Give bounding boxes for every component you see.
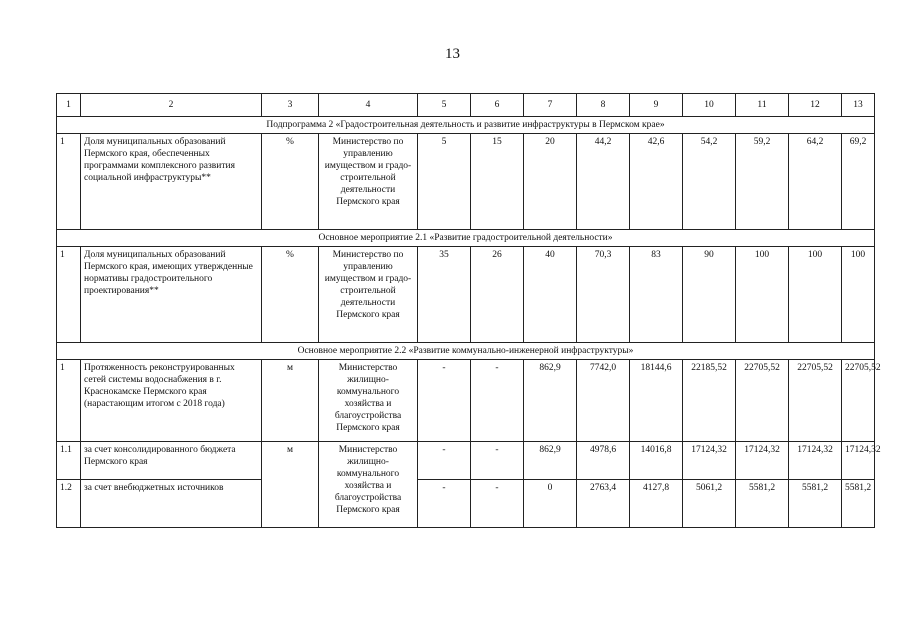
value-cell: - xyxy=(418,480,471,528)
value-cell: 14016,8 xyxy=(630,442,683,480)
value-cell: 5 xyxy=(418,134,471,230)
value-cell: 5581,2 xyxy=(842,480,875,528)
value-cell: 5581,2 xyxy=(789,480,842,528)
value-cell: 26 xyxy=(471,247,524,343)
column-number: 8 xyxy=(577,94,630,117)
table-row xyxy=(57,360,875,442)
page-number: 13 xyxy=(445,46,460,62)
column-number: 11 xyxy=(736,94,789,117)
value-cell: 5581,2 xyxy=(736,480,789,528)
value-cell: 5061,2 xyxy=(683,480,736,528)
value-cell: 22185,52 xyxy=(683,360,736,442)
value-cell: 90 xyxy=(683,247,736,343)
indicator-name: Протяженность реконструированных сетей системы водоснабжения в г. Краснокамске Пермского края (нарастающим итогом с 2018 года) xyxy=(81,360,262,442)
value-cell: 54,2 xyxy=(683,134,736,230)
column-number: 2 xyxy=(81,94,262,117)
indicator-name: Доля муниципальных образований Пермского края, имеющих утвержденные нормативы градостроительного проектирования** xyxy=(81,247,262,343)
column-number: 5 xyxy=(418,94,471,117)
event-row xyxy=(57,230,875,247)
indicators-table xyxy=(56,93,881,528)
value-cell: - xyxy=(418,360,471,442)
table-row xyxy=(57,134,875,230)
row-number: 1.1 xyxy=(57,442,81,480)
value-cell: 40 xyxy=(524,247,577,343)
column-number: 6 xyxy=(471,94,524,117)
event-2-2-title: Основное мероприятие 2.2 «Развитие коммунально-инженерной инфраструктуры» xyxy=(57,343,875,360)
row-number: 1 xyxy=(57,134,81,230)
value-cell: 83 xyxy=(630,247,683,343)
value-cell: 44,2 xyxy=(577,134,630,230)
value-cell: - xyxy=(471,442,524,480)
subprogram-row xyxy=(57,117,875,134)
indicator-name: за счет консолидированного бюджета Пермского края xyxy=(81,442,262,480)
column-numbers-row xyxy=(57,94,875,117)
value-cell: 35 xyxy=(418,247,471,343)
value-cell: 20 xyxy=(524,134,577,230)
value-cell: 7742,0 xyxy=(577,360,630,442)
value-cell: 17124,32 xyxy=(736,442,789,480)
row-number: 1 xyxy=(57,360,81,442)
unit: м xyxy=(262,360,319,442)
value-cell: 22705,52 xyxy=(789,360,842,442)
responsible: Министерство по управлению имуществом и градо- строительной деятельности Пермского края xyxy=(319,247,418,343)
table-row xyxy=(57,247,875,343)
value-cell: 862,9 xyxy=(524,442,577,480)
value-cell: 70,3 xyxy=(577,247,630,343)
value-cell: 17124,32 xyxy=(683,442,736,480)
event-2-1-title: Основное мероприятие 2.1 «Развитие градостроительной деятельности» xyxy=(57,230,875,247)
unit: % xyxy=(262,134,319,230)
column-number: 4 xyxy=(319,94,418,117)
column-number: 1 xyxy=(57,94,81,117)
value-cell: 4978,6 xyxy=(577,442,630,480)
value-cell: 100 xyxy=(736,247,789,343)
value-cell: 64,2 xyxy=(789,134,842,230)
unit: м xyxy=(262,442,319,528)
value-cell: - xyxy=(471,360,524,442)
value-cell: 22705,52 xyxy=(736,360,789,442)
value-cell: 2763,4 xyxy=(577,480,630,528)
table-row xyxy=(57,480,875,528)
value-cell: 100 xyxy=(789,247,842,343)
value-cell: - xyxy=(418,442,471,480)
value-cell: 59,2 xyxy=(736,134,789,230)
row-number: 1 xyxy=(57,247,81,343)
unit: % xyxy=(262,247,319,343)
value-cell: 42,6 xyxy=(630,134,683,230)
value-cell: 18144,6 xyxy=(630,360,683,442)
value-cell: 69,2 xyxy=(842,134,875,230)
column-number: 13 xyxy=(842,94,875,117)
column-number: 10 xyxy=(683,94,736,117)
column-number: 12 xyxy=(789,94,842,117)
value-cell: 15 xyxy=(471,134,524,230)
row-number: 1.2 xyxy=(57,480,81,528)
column-number: 9 xyxy=(630,94,683,117)
responsible: Министерство жилищно- коммунального хозяйства и благоустройства Пермского края xyxy=(319,442,418,528)
responsible: Министерство жилищно- коммунального хозяйства и благоустройства Пермского края xyxy=(319,360,418,442)
event-row xyxy=(57,343,875,360)
responsible: Министерство по управлению имуществом и градо- строительной деятельности Пермского края xyxy=(319,134,418,230)
table-row xyxy=(57,442,875,480)
value-cell: - xyxy=(471,480,524,528)
column-number: 7 xyxy=(524,94,577,117)
value-cell: 17124,32 xyxy=(789,442,842,480)
value-cell: 862,9 xyxy=(524,360,577,442)
value-cell: 100 xyxy=(842,247,875,343)
value-cell: 4127,8 xyxy=(630,480,683,528)
value-cell: 17124,32 xyxy=(842,442,875,480)
column-number: 3 xyxy=(262,94,319,117)
indicator-name: за счет внебюджетных источников xyxy=(81,480,262,528)
subprogram-title: Подпрограмма 2 «Градостроительная деятельность и развитие инфраструктуры в Пермском крае» xyxy=(57,117,875,134)
value-cell: 22705,52 xyxy=(842,360,875,442)
indicator-name: Доля муниципальных образований Пермского края, обеспеченных программами комплексного развития социальной инфраструктуры** xyxy=(81,134,262,230)
value-cell: 0 xyxy=(524,480,577,528)
